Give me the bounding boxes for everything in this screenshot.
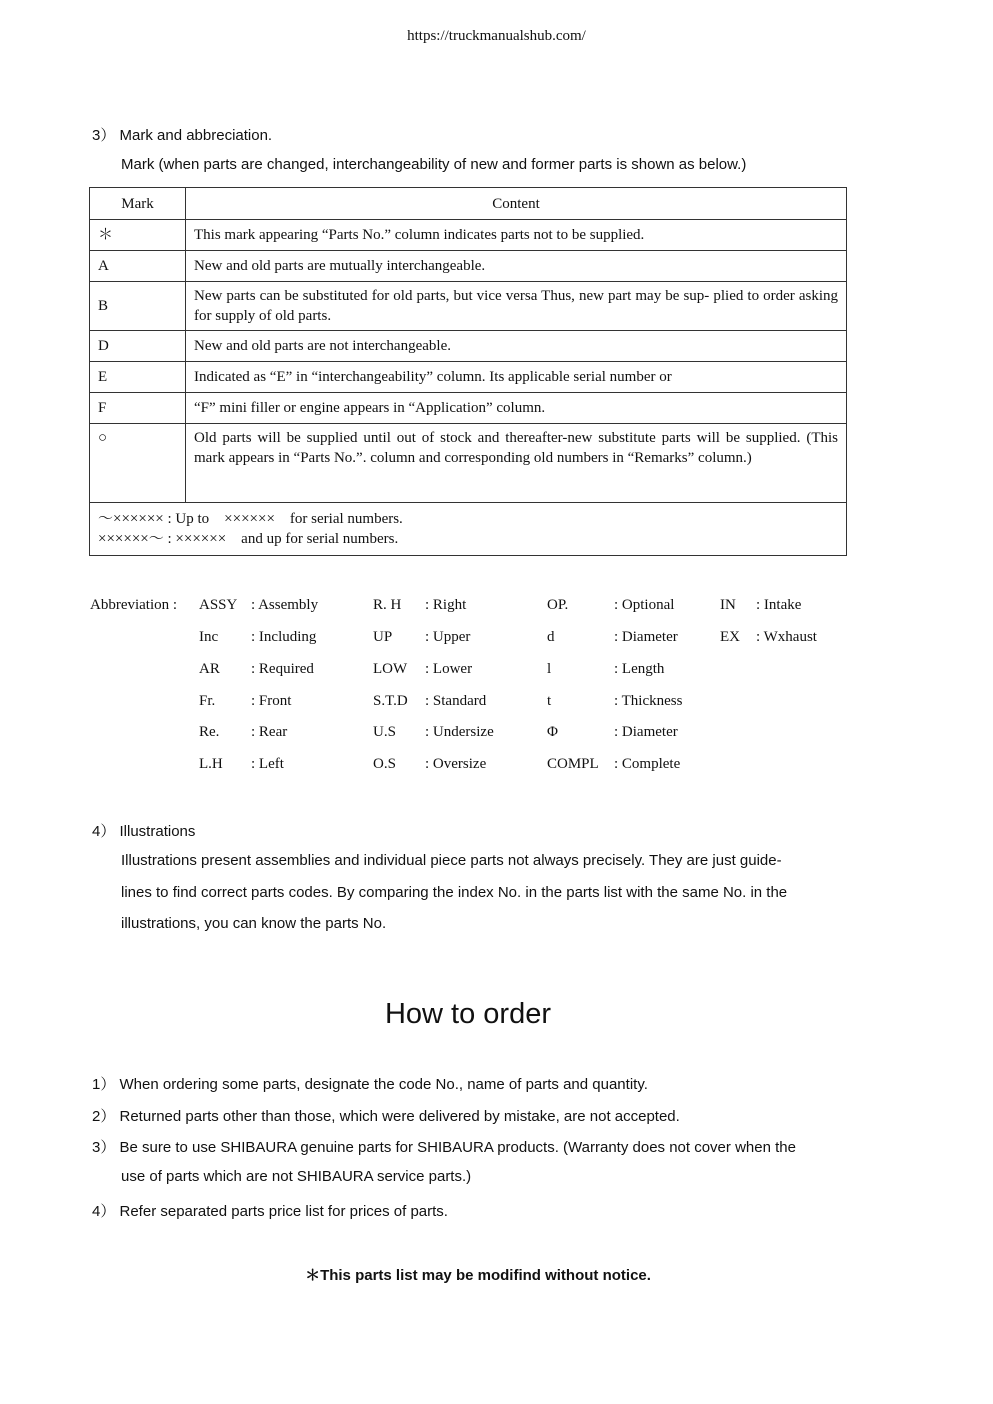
mark-row bbox=[90, 251, 847, 282]
abbr-meaning: : Required bbox=[251, 661, 314, 677]
order-instruction-continuation: use of parts which are not SHIBAURA service parts.) bbox=[121, 1168, 472, 1185]
abbr-code: R. H bbox=[373, 597, 402, 613]
serial-note-and-up: ××××××～ : ×××××× and up for serial numbers. bbox=[98, 531, 399, 547]
abbr-code: d bbox=[547, 629, 555, 645]
abbr-meaning: : Right bbox=[425, 597, 467, 613]
abbr-meaning: : Assembly bbox=[251, 597, 319, 613]
mark-symbol: ＊ bbox=[90, 220, 186, 251]
abbr-meaning: : Diameter bbox=[614, 629, 678, 645]
how-to-order-title: How to order bbox=[384, 998, 551, 1030]
abbr-code: COMPL bbox=[547, 756, 599, 772]
abbr-code: EX bbox=[720, 629, 740, 645]
order-instruction: 3） Be sure to use SHIBAURA genuine parts for SHIBAURA products. (Warranty does not cover when the bbox=[92, 1139, 796, 1156]
section-3-title: 3） Mark and abbreciation. bbox=[92, 127, 273, 144]
abbr-meaning: : Optional bbox=[614, 597, 675, 613]
section-4-title: 4） Illustrations bbox=[92, 823, 196, 840]
serial-range-notes bbox=[90, 503, 847, 556]
abbr-code: IN bbox=[720, 597, 736, 613]
mark-symbol: D bbox=[90, 331, 186, 362]
abbr-meaning: : Upper bbox=[425, 629, 471, 645]
abbr-code: O.S bbox=[373, 756, 396, 772]
order-instruction: 2） Returned parts other than those, which were delivered by mistake, are not accepted. bbox=[92, 1108, 680, 1125]
header-url[interactable]: https://truckmanualshub.com/ bbox=[407, 28, 586, 44]
abbreviation-label: Abbreviation : bbox=[90, 597, 178, 613]
abbr-code: AR bbox=[199, 661, 220, 677]
mark-symbol: B bbox=[90, 282, 186, 331]
mark-content: New parts can be substituted for old parts, but vice versa Thus, new part may be sup- plied to order asking for supply of old parts. bbox=[186, 282, 847, 331]
illustrations-paragraph-line: lines to find correct parts codes. By comparing the index No. in the parts list with the same No. in the bbox=[121, 884, 788, 901]
abbr-code: OP. bbox=[547, 597, 569, 613]
mark-row bbox=[90, 220, 847, 251]
abbr-code: UP bbox=[373, 629, 393, 645]
mark-table-footer-row bbox=[90, 503, 847, 556]
mark-row bbox=[90, 393, 847, 424]
abbr-code: Re. bbox=[199, 724, 220, 740]
abbr-meaning: : Standard bbox=[425, 693, 487, 709]
abbr-meaning: : Left bbox=[251, 756, 284, 772]
mark-row bbox=[90, 362, 847, 393]
illustrations-paragraph-line: illustrations, you can know the parts No. bbox=[121, 915, 387, 932]
abbr-code: U.S bbox=[373, 724, 396, 740]
section-3-intro: Mark (when parts are changed, interchangeability of new and former parts is shown as below.) bbox=[121, 156, 747, 173]
mark-symbol: A bbox=[90, 251, 186, 282]
abbr-code: Inc bbox=[199, 629, 219, 645]
abbr-code: Fr. bbox=[199, 693, 216, 709]
abbr-meaning: : Intake bbox=[756, 597, 802, 613]
order-instruction: 4） Refer separated parts price list for prices of parts. bbox=[92, 1203, 448, 1220]
serial-note-up-to: ～×××××× : Up to ×××××× for serial numbers. bbox=[98, 511, 403, 527]
mark-table-header-row bbox=[90, 188, 847, 220]
abbr-code: Φ bbox=[547, 724, 558, 740]
abbr-meaning: : Thickness bbox=[614, 693, 683, 709]
abbr-meaning: : Complete bbox=[614, 756, 681, 772]
mark-table bbox=[89, 187, 847, 556]
abbr-meaning: : Including bbox=[251, 629, 317, 645]
abbr-meaning: : Length bbox=[614, 661, 665, 677]
mark-content: New and old parts are mutually interchangeable. bbox=[186, 251, 847, 282]
mark-content: New and old parts are not interchangeable. bbox=[186, 331, 847, 362]
abbr-code: L.H bbox=[199, 756, 223, 772]
mark-symbol: E bbox=[90, 362, 186, 393]
abbr-meaning: : Rear bbox=[251, 724, 288, 740]
abbr-meaning: : Front bbox=[251, 693, 292, 709]
abbr-meaning: : Undersize bbox=[425, 724, 494, 740]
abbr-code: l bbox=[547, 661, 552, 677]
abbr-meaning: : Diameter bbox=[614, 724, 678, 740]
order-instruction: 1） When ordering some parts, designate the code No., name of parts and quantity. bbox=[92, 1076, 648, 1093]
abbr-meaning: : Lower bbox=[425, 661, 473, 677]
mark-content: “F” mini filler or engine appears in “Application” column. bbox=[186, 393, 847, 424]
mark-row bbox=[90, 424, 847, 503]
content-column-header: Content bbox=[186, 188, 847, 220]
abbr-code: t bbox=[547, 693, 552, 709]
mark-symbol: ○ bbox=[90, 424, 186, 503]
abbr-code: S.T.D bbox=[373, 693, 408, 709]
mark-content: Old parts will be supplied until out of stock and thereafter-new substitute parts will be supplied. (This mark appears in “Parts No.”. column and corresponding old numbers in “Remarks” column.) bbox=[186, 424, 847, 503]
modification-notice: ＊This parts list may be modifind without notice. bbox=[305, 1267, 651, 1284]
illustrations-paragraph-line: Illustrations present assemblies and individual piece parts not always precisely. They are just guide- bbox=[121, 852, 782, 869]
abbr-meaning: : Oversize bbox=[425, 756, 487, 772]
mark-row bbox=[90, 331, 847, 362]
abbr-meaning: : Wxhaust bbox=[756, 629, 817, 645]
mark-content: This mark appearing “Parts No.” column indicates parts not to be supplied. bbox=[186, 220, 847, 251]
mark-column-header: Mark bbox=[90, 188, 186, 220]
mark-content: Indicated as “E” in “interchangeability” column. Its applicable serial number or bbox=[186, 362, 847, 393]
mark-symbol: F bbox=[90, 393, 186, 424]
abbr-code: ASSY bbox=[199, 597, 238, 613]
abbr-code: LOW bbox=[373, 661, 408, 677]
mark-row bbox=[90, 282, 847, 331]
